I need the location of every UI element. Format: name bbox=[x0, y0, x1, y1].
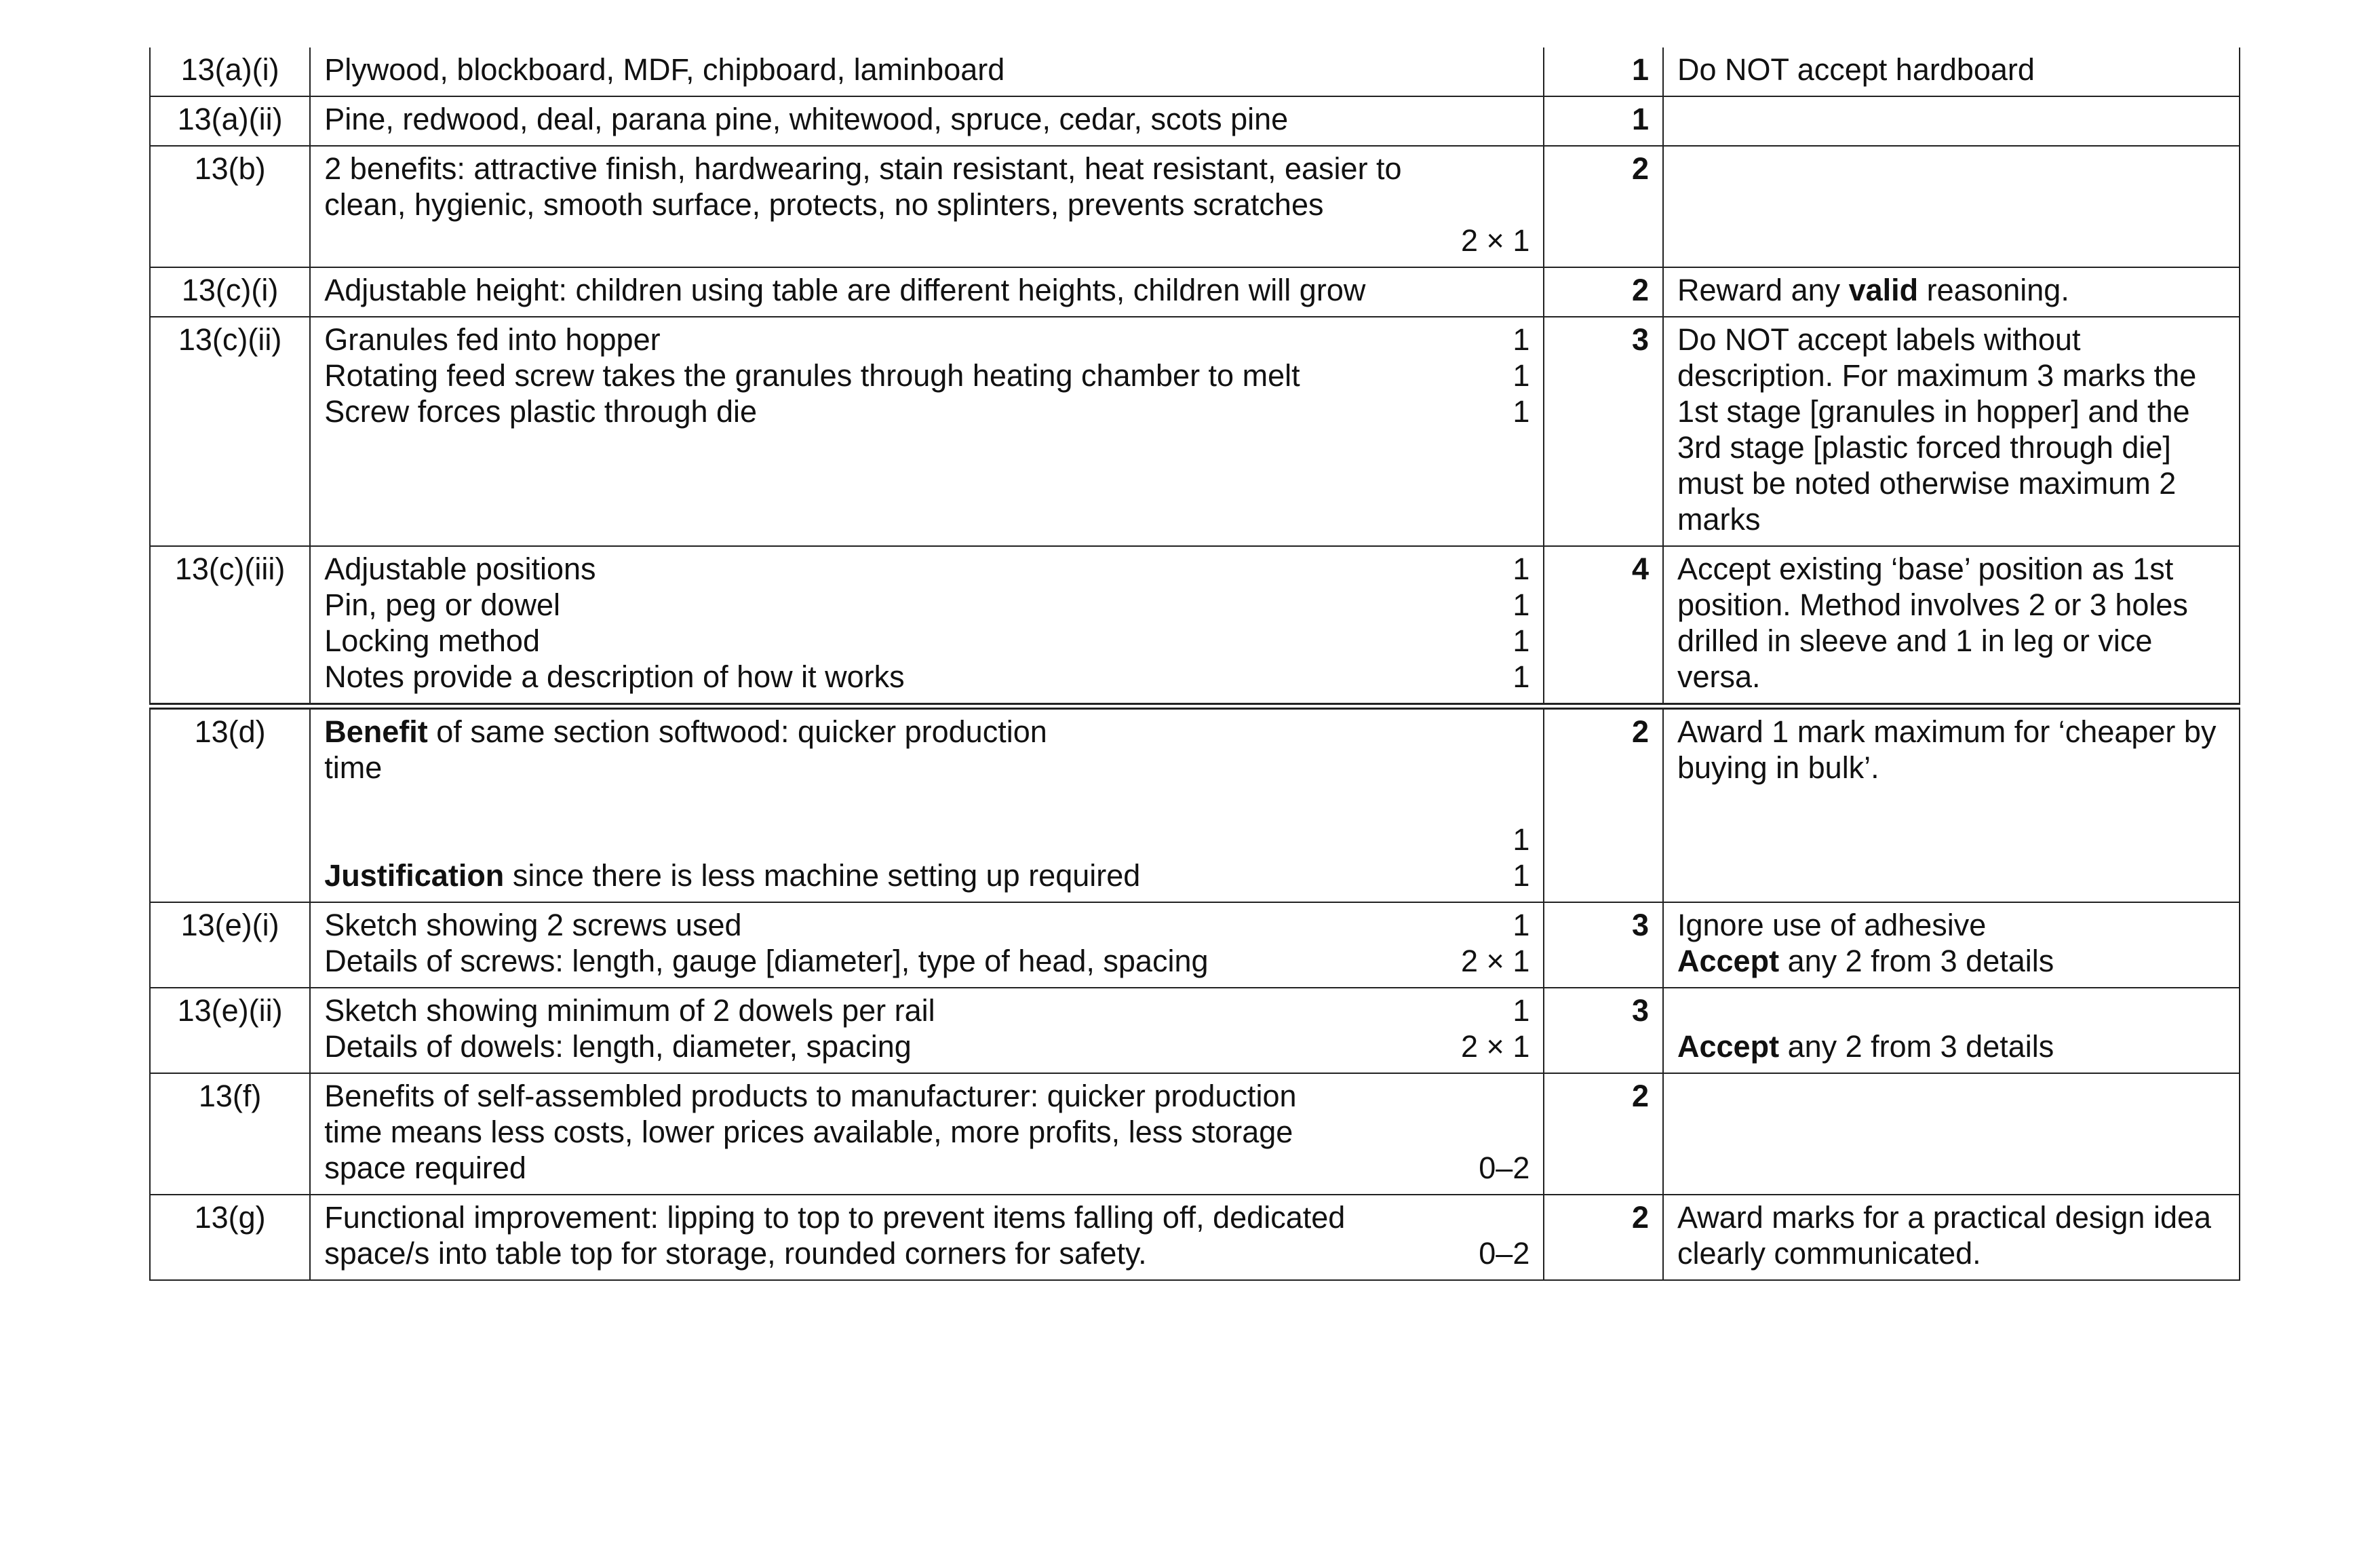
answer-line-text: Rotating feed screw takes the granules through heating chamber to melt bbox=[324, 358, 1300, 393]
answer-line-text: Notes provide a description of how it works bbox=[324, 659, 905, 694]
guidance-text bbox=[1663, 96, 2240, 146]
guidance-text: Award 1 mark maximum for ‘cheaper by buying in bulk’. bbox=[1663, 706, 2240, 902]
guidance-text: any 2 from 3 details bbox=[1779, 944, 2054, 978]
answer-cell bbox=[310, 1195, 1544, 1280]
answer-line bbox=[324, 1028, 1529, 1064]
table-row bbox=[150, 902, 2240, 988]
guidance-text: Reward any bbox=[1677, 273, 1849, 307]
answer-line: Functional improvement: lipping to top to prevent items falling off, dedicated bbox=[324, 1200, 1346, 1235]
answer-line-text: Sketch showing 2 screws used bbox=[324, 908, 742, 942]
benefit-label: Benefit bbox=[324, 714, 428, 749]
answer-cell bbox=[310, 988, 1544, 1073]
justification-label: Justification bbox=[324, 858, 505, 893]
justification-line bbox=[324, 857, 1529, 893]
answer-cell bbox=[310, 902, 1544, 988]
question-number: 13(c)(ii) bbox=[150, 317, 310, 546]
answer-line bbox=[324, 659, 1529, 695]
guidance-cell bbox=[1663, 988, 2240, 1073]
question-number: 13(a)(i) bbox=[150, 47, 310, 96]
question-number: 13(e)(i) bbox=[150, 902, 310, 988]
marks-value: 3 bbox=[1544, 317, 1663, 546]
guidance-text: Do NOT accept hardboard bbox=[1663, 47, 2240, 96]
answer-cell bbox=[310, 146, 1544, 267]
benefit-mark: 1 bbox=[1513, 822, 1530, 857]
marks-value: 2 bbox=[1544, 267, 1663, 317]
guidance-emphasis: Accept bbox=[1677, 944, 1780, 978]
answer-cell bbox=[310, 546, 1544, 706]
guidance-line bbox=[1677, 1028, 2225, 1064]
table-row bbox=[150, 317, 2240, 546]
answer-cell bbox=[310, 317, 1544, 546]
answer-line bbox=[324, 393, 1529, 429]
guidance-text bbox=[1663, 146, 2240, 267]
marks-value: 2 bbox=[1544, 1195, 1663, 1280]
guidance-text: Ignore use of adhesive bbox=[1677, 908, 1987, 942]
answer-line-text: Details of dowels: length, diameter, spacing bbox=[324, 1029, 912, 1064]
table-row bbox=[150, 988, 2240, 1073]
marks-value: 2 bbox=[1544, 146, 1663, 267]
question-number: 13(g) bbox=[150, 1195, 310, 1280]
answer-line bbox=[324, 551, 1529, 587]
answer-line-mark: 1 bbox=[1513, 623, 1530, 658]
answer-line bbox=[324, 943, 1529, 979]
answer-line bbox=[324, 322, 1529, 358]
answer-line-mark: 1 bbox=[1513, 552, 1530, 586]
table-row bbox=[150, 1195, 2240, 1280]
answer-text: Adjustable height: children using table are different heights, children will grow bbox=[310, 267, 1544, 317]
benefit-text: of same section softwood: quicker production time bbox=[324, 714, 1047, 785]
question-number: 13(b) bbox=[150, 146, 310, 267]
justification-mark: 1 bbox=[1513, 858, 1530, 893]
guidance-text: Accept existing ‘base’ position as 1st position. Method involves 2 or 3 holes drilled in sleeve and 1 in leg or vice versa. bbox=[1663, 546, 2240, 706]
answer-line bbox=[324, 587, 1529, 623]
answer-line-mark: 1 bbox=[1513, 587, 1530, 622]
marks-value: 2 bbox=[1544, 706, 1663, 902]
answer-line-text: Granules fed into hopper bbox=[324, 322, 661, 357]
guidance-emphasis: valid bbox=[1848, 273, 1919, 307]
answer-line bbox=[324, 907, 1529, 943]
guidance-text: Award marks for a practical design idea clearly communicated. bbox=[1663, 1195, 2240, 1280]
marks-value: 3 bbox=[1544, 988, 1663, 1073]
answer-line-mark: 2 × 1 bbox=[1461, 1029, 1530, 1064]
answer-line bbox=[324, 1235, 1529, 1271]
answer-line-mark: 1 bbox=[1513, 659, 1530, 694]
table-row bbox=[150, 47, 2240, 96]
guidance-text: reasoning. bbox=[1918, 273, 2069, 307]
marks-value: 2 bbox=[1544, 1073, 1663, 1195]
answer-line-mark: 1 bbox=[1513, 993, 1530, 1028]
answer-line: clean, hygienic, smooth surface, protects, no splinters, prevents scratches bbox=[324, 187, 1324, 222]
answer-text: Plywood, blockboard, MDF, chipboard, laminboard bbox=[310, 47, 1544, 96]
answer-line: 2 benefits: attractive finish, hardwearing, stain resistant, heat resistant, easier to bbox=[324, 151, 1402, 186]
marks-value: 3 bbox=[1544, 902, 1663, 988]
table-row bbox=[150, 267, 2240, 317]
question-number: 13(e)(ii) bbox=[150, 988, 310, 1073]
answer-line bbox=[324, 358, 1529, 393]
answer-line-text: space required bbox=[324, 1151, 526, 1185]
spacer bbox=[1677, 992, 2225, 1028]
question-number: 13(a)(ii) bbox=[150, 96, 310, 146]
answer-line: time means less costs, lower prices available, more profits, less storage bbox=[324, 1115, 1293, 1149]
answer-mark: 2 × 1 bbox=[1461, 223, 1530, 258]
mark-scheme-table bbox=[149, 47, 2240, 1281]
guidance-text bbox=[1663, 1073, 2240, 1195]
marks-value: 1 bbox=[1544, 96, 1663, 146]
answer-line-text: Pin, peg or dowel bbox=[324, 587, 560, 622]
table-row bbox=[150, 1073, 2240, 1195]
answer-line-mark: 0–2 bbox=[1479, 1236, 1530, 1271]
question-number: 13(d) bbox=[150, 706, 310, 902]
answer-line bbox=[324, 1150, 1529, 1186]
guidance-text: any 2 from 3 details bbox=[1779, 1029, 2054, 1064]
answer-line-mark: 1 bbox=[1513, 358, 1530, 393]
table-row bbox=[150, 146, 2240, 267]
answer-line bbox=[324, 623, 1529, 659]
answer-line-text: Screw forces plastic through die bbox=[324, 394, 758, 429]
table-row bbox=[150, 96, 2240, 146]
table-row bbox=[150, 706, 2240, 902]
answer-line-text: Locking method bbox=[324, 623, 540, 658]
marks-value: 4 bbox=[1544, 546, 1663, 706]
spacer bbox=[324, 786, 1529, 822]
guidance-text: Do NOT accept labels without description. For maximum 3 marks the 1st stage [granules in hopper] and the 3rd stage [plastic forced through die] must be noted otherwise maximum 2 marks bbox=[1663, 317, 2240, 546]
answer-line bbox=[324, 992, 1529, 1028]
benefit-line bbox=[324, 714, 1111, 786]
answer-line-mark: 1 bbox=[1513, 394, 1530, 429]
guidance-emphasis: Accept bbox=[1677, 1029, 1780, 1064]
marks-value: 1 bbox=[1544, 47, 1663, 96]
question-number: 13(c)(i) bbox=[150, 267, 310, 317]
justification-text-wrap bbox=[324, 857, 1492, 893]
answer-line-text: Sketch showing minimum of 2 dowels per rail bbox=[324, 993, 935, 1028]
question-number: 13(f) bbox=[150, 1073, 310, 1195]
question-number: 13(c)(iii) bbox=[150, 546, 310, 706]
answer-line: Benefits of self-assembled products to manufacturer: quicker production bbox=[324, 1079, 1297, 1113]
answer-cell bbox=[310, 1073, 1544, 1195]
answer-line-mark: 2 × 1 bbox=[1461, 944, 1530, 978]
answer-line-mark: 0–2 bbox=[1479, 1151, 1530, 1185]
answer-line-text: Adjustable positions bbox=[324, 552, 596, 586]
guidance-cell bbox=[1663, 902, 2240, 988]
answer-line-text: Details of screws: length, gauge [diameter], type of head, spacing bbox=[324, 944, 1209, 978]
answer-line-text: space/s into table top for storage, rounded corners for safety. bbox=[324, 1236, 1147, 1271]
justification-text: since there is less machine setting up required bbox=[504, 858, 1141, 893]
answer-cell bbox=[310, 706, 1544, 902]
table-row bbox=[150, 546, 2240, 706]
answer-text: Pine, redwood, deal, parana pine, whitewood, spruce, cedar, scots pine bbox=[310, 96, 1544, 146]
guidance-line bbox=[1677, 943, 2225, 979]
answer-line-mark: 1 bbox=[1513, 908, 1530, 942]
guidance-cell bbox=[1663, 267, 2240, 317]
answer-line-mark: 1 bbox=[1513, 322, 1530, 357]
